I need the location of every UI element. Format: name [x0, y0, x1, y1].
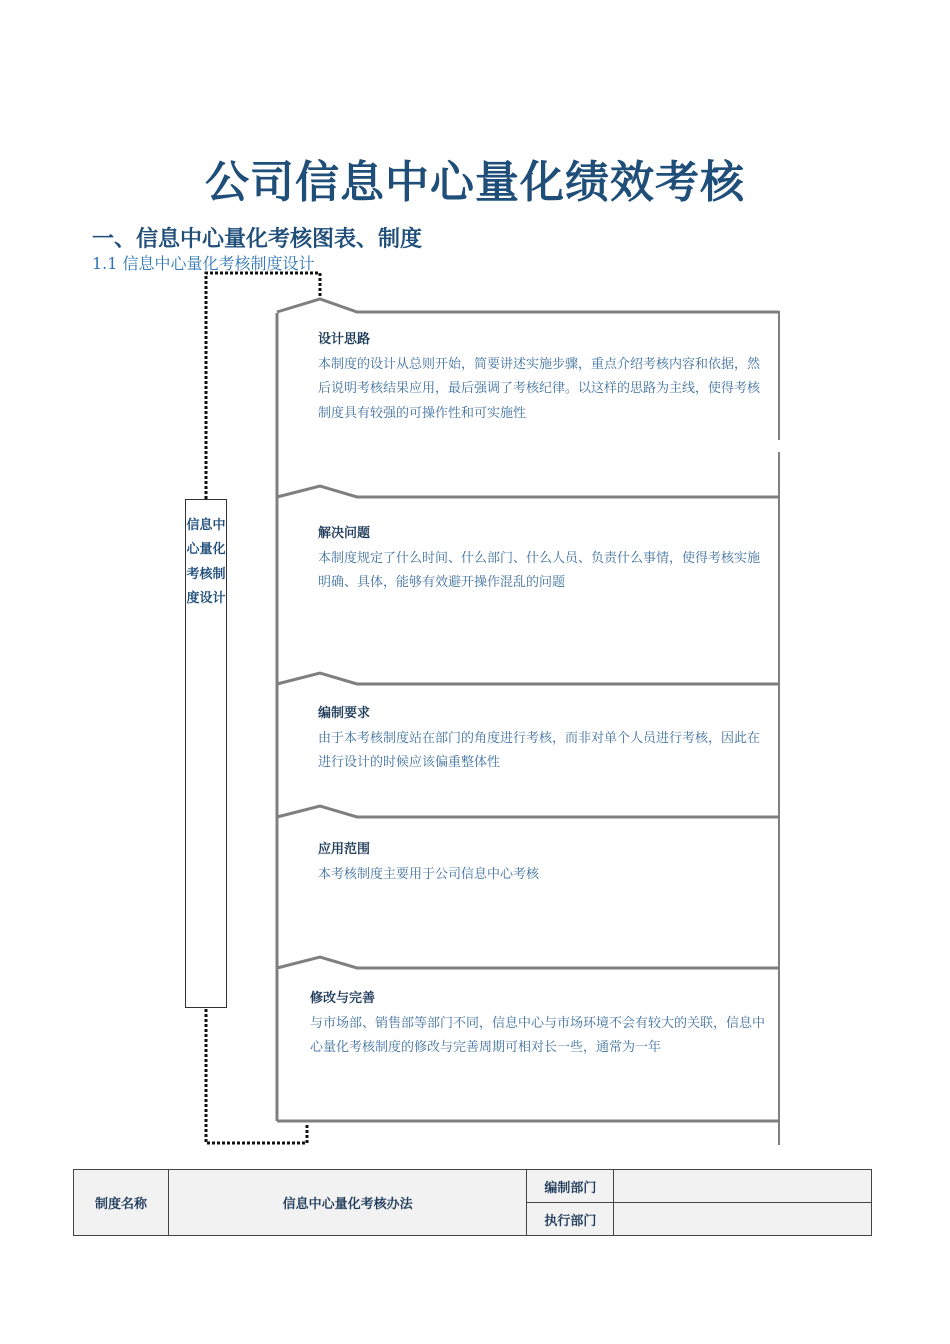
sub-heading: 1.1 信息中心量化考核制度设计	[92, 254, 315, 273]
block-text: 本制度的设计从总则开始，简要讲述实施步骤，重点介绍考核内容和依据，然后说明考核结果应用，最后强调了考核纪律。以这样的思路为主线，使得考核制度具有较强的可操作性和可实施性	[318, 356, 761, 421]
block-title: 解决问题	[318, 526, 371, 541]
info-table	[73, 1169, 872, 1236]
exec-dept-value	[614, 1203, 872, 1236]
table-row	[74, 1170, 872, 1203]
exec-dept-label: 执行部门	[527, 1203, 614, 1236]
block-design-idea	[318, 328, 770, 426]
block-text: 本制度规定了什么时间、什么部门、什么人员、负责什么事情，使得考核实施明确、具体，能够有效避开操作混乱的问题	[318, 550, 761, 590]
dashed-connector-bottom	[206, 1009, 307, 1143]
block-problem-solving	[318, 522, 770, 596]
block-requirements	[318, 702, 770, 776]
tab-separator-2	[277, 486, 779, 497]
block-text: 本考核制度主要用于公司信息中心考核	[318, 866, 540, 882]
block-text: 由于本考核制度站在部门的角度进行考核，而非对单个人员进行考核，因此在进行设计的时候应该偏重整体性	[318, 730, 761, 770]
compile-dept-value	[614, 1170, 872, 1203]
block-title: 编制要求	[318, 706, 371, 721]
system-name-value: 信息中心量化考核办法	[168, 1170, 527, 1236]
block-text: 与市场部、销售部等部门不同，信息中心与市场环境不会有较大的关联，信息中心量化考核制度的修改与完善周期可相对长一些，通常为一年	[310, 1015, 766, 1055]
page-title: 公司信息中心量化绩效考核	[205, 157, 745, 208]
tab-separator-4	[277, 806, 779, 817]
side-label: 信息中心量化考核制度设计	[186, 518, 226, 607]
block-title: 修改与完善	[310, 991, 376, 1006]
compile-dept-label: 编制部门	[527, 1170, 614, 1203]
dashed-connector-top	[206, 273, 320, 499]
block-revision	[310, 987, 765, 1061]
block-title: 设计思路	[318, 332, 371, 347]
tab-separator-5	[277, 957, 779, 968]
section-heading: 一、信息中心量化考核图表、制度	[92, 227, 423, 252]
side-label-box	[185, 499, 227, 1008]
system-name-label: 制度名称	[74, 1170, 169, 1236]
block-scope	[318, 838, 770, 887]
block-title: 应用范围	[318, 842, 371, 857]
tab-separator-1	[277, 299, 779, 312]
tab-separator-3	[277, 673, 779, 684]
